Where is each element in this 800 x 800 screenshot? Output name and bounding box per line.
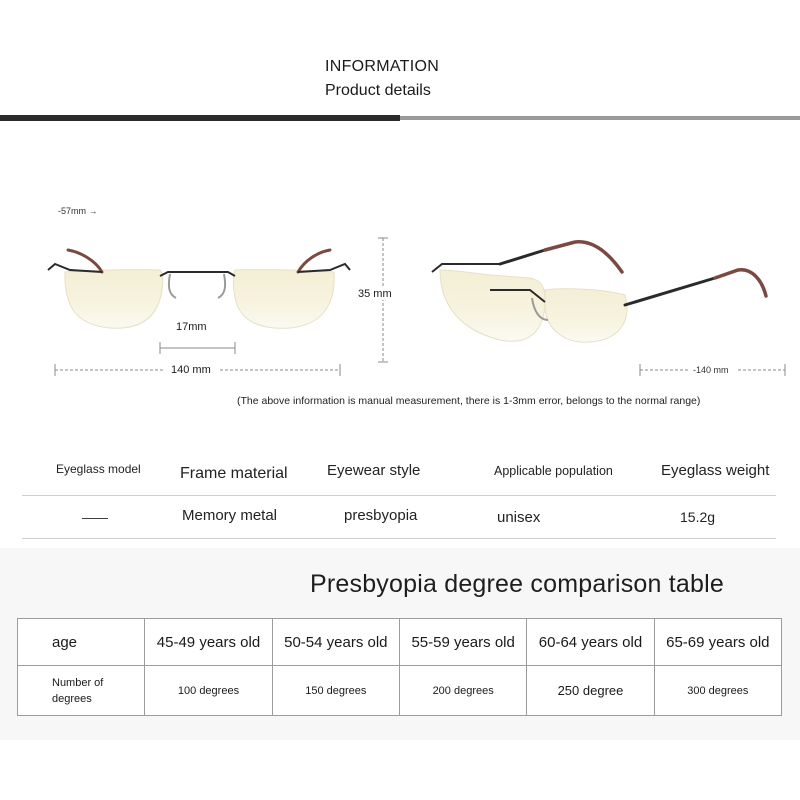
nose-pad-right [218,274,225,298]
comparison-title: Presbyopia degree comparison table [310,570,724,598]
lens-width-label: -57mm → [58,206,98,216]
nose-pad-left [169,274,176,298]
frame-width-label: 140 mm [171,364,211,376]
spec-header-style: Eyewear style [327,462,421,479]
side-lens-back [545,289,627,342]
comparison-table [17,618,782,716]
header-divider-light [400,116,800,120]
right-lens [233,270,334,329]
spec-header-material: Frame material [180,465,288,482]
front-view-glasses [48,250,350,328]
side-temple-far [625,278,715,305]
degrees-row [18,666,782,716]
right-temple [298,250,330,272]
age-cell: 60-64 years old [527,619,654,666]
age-cell: 65-69 years old [654,619,781,666]
lens-height-label: 35 mm [358,288,392,300]
spec-header-model: Eyeglass model [56,462,141,476]
side-temple-far-tip [715,270,766,296]
page-title: Product details [325,82,431,99]
age-row [18,619,782,666]
degree-cell: 300 degrees [654,666,781,716]
age-row-label: age [18,619,145,666]
section-label: INFORMATION [325,58,440,75]
age-cell: 55-59 years old [399,619,526,666]
side-temple-near-tip [545,242,622,272]
side-temple-near [500,250,545,264]
spec-value-material: Memory metal [182,507,278,524]
left-endpiece [48,264,102,272]
glasses-illustration [0,190,800,390]
spec-value-style: presbyopia [344,507,418,524]
bridge-label: 17mm [176,321,207,333]
spec-value-weight: 15.2g [680,509,716,525]
specs-divider-bottom [22,538,776,539]
specs-divider-top [22,495,776,496]
right-endpiece [298,264,350,272]
degree-cell: 200 degrees [399,666,526,716]
degree-cell: 250 degree [527,666,654,716]
spec-header-population: Applicable population [494,464,613,478]
left-temple [68,250,102,272]
left-lens [65,270,163,329]
degrees-row-label: Number of degrees [18,666,145,716]
spec-value-population: unisex [497,509,541,526]
age-cell: 50-54 years old [272,619,399,666]
side-view-glasses [432,242,766,342]
dimension-lines [55,238,785,376]
spec-header-weight: Eyeglass weight [661,462,770,479]
degree-cell: 150 degrees [272,666,399,716]
degree-cell: 100 degrees [145,666,272,716]
measurement-note: (The above information is manual measurement, there is 1-3mm error, belongs to the normal range) [237,395,701,407]
spec-value-model: —— [82,510,108,525]
age-cell: 45-49 years old [145,619,272,666]
header-divider-dark [0,115,400,121]
side-lens-front [440,270,545,341]
temple-length-label: -140 mm [693,365,729,375]
